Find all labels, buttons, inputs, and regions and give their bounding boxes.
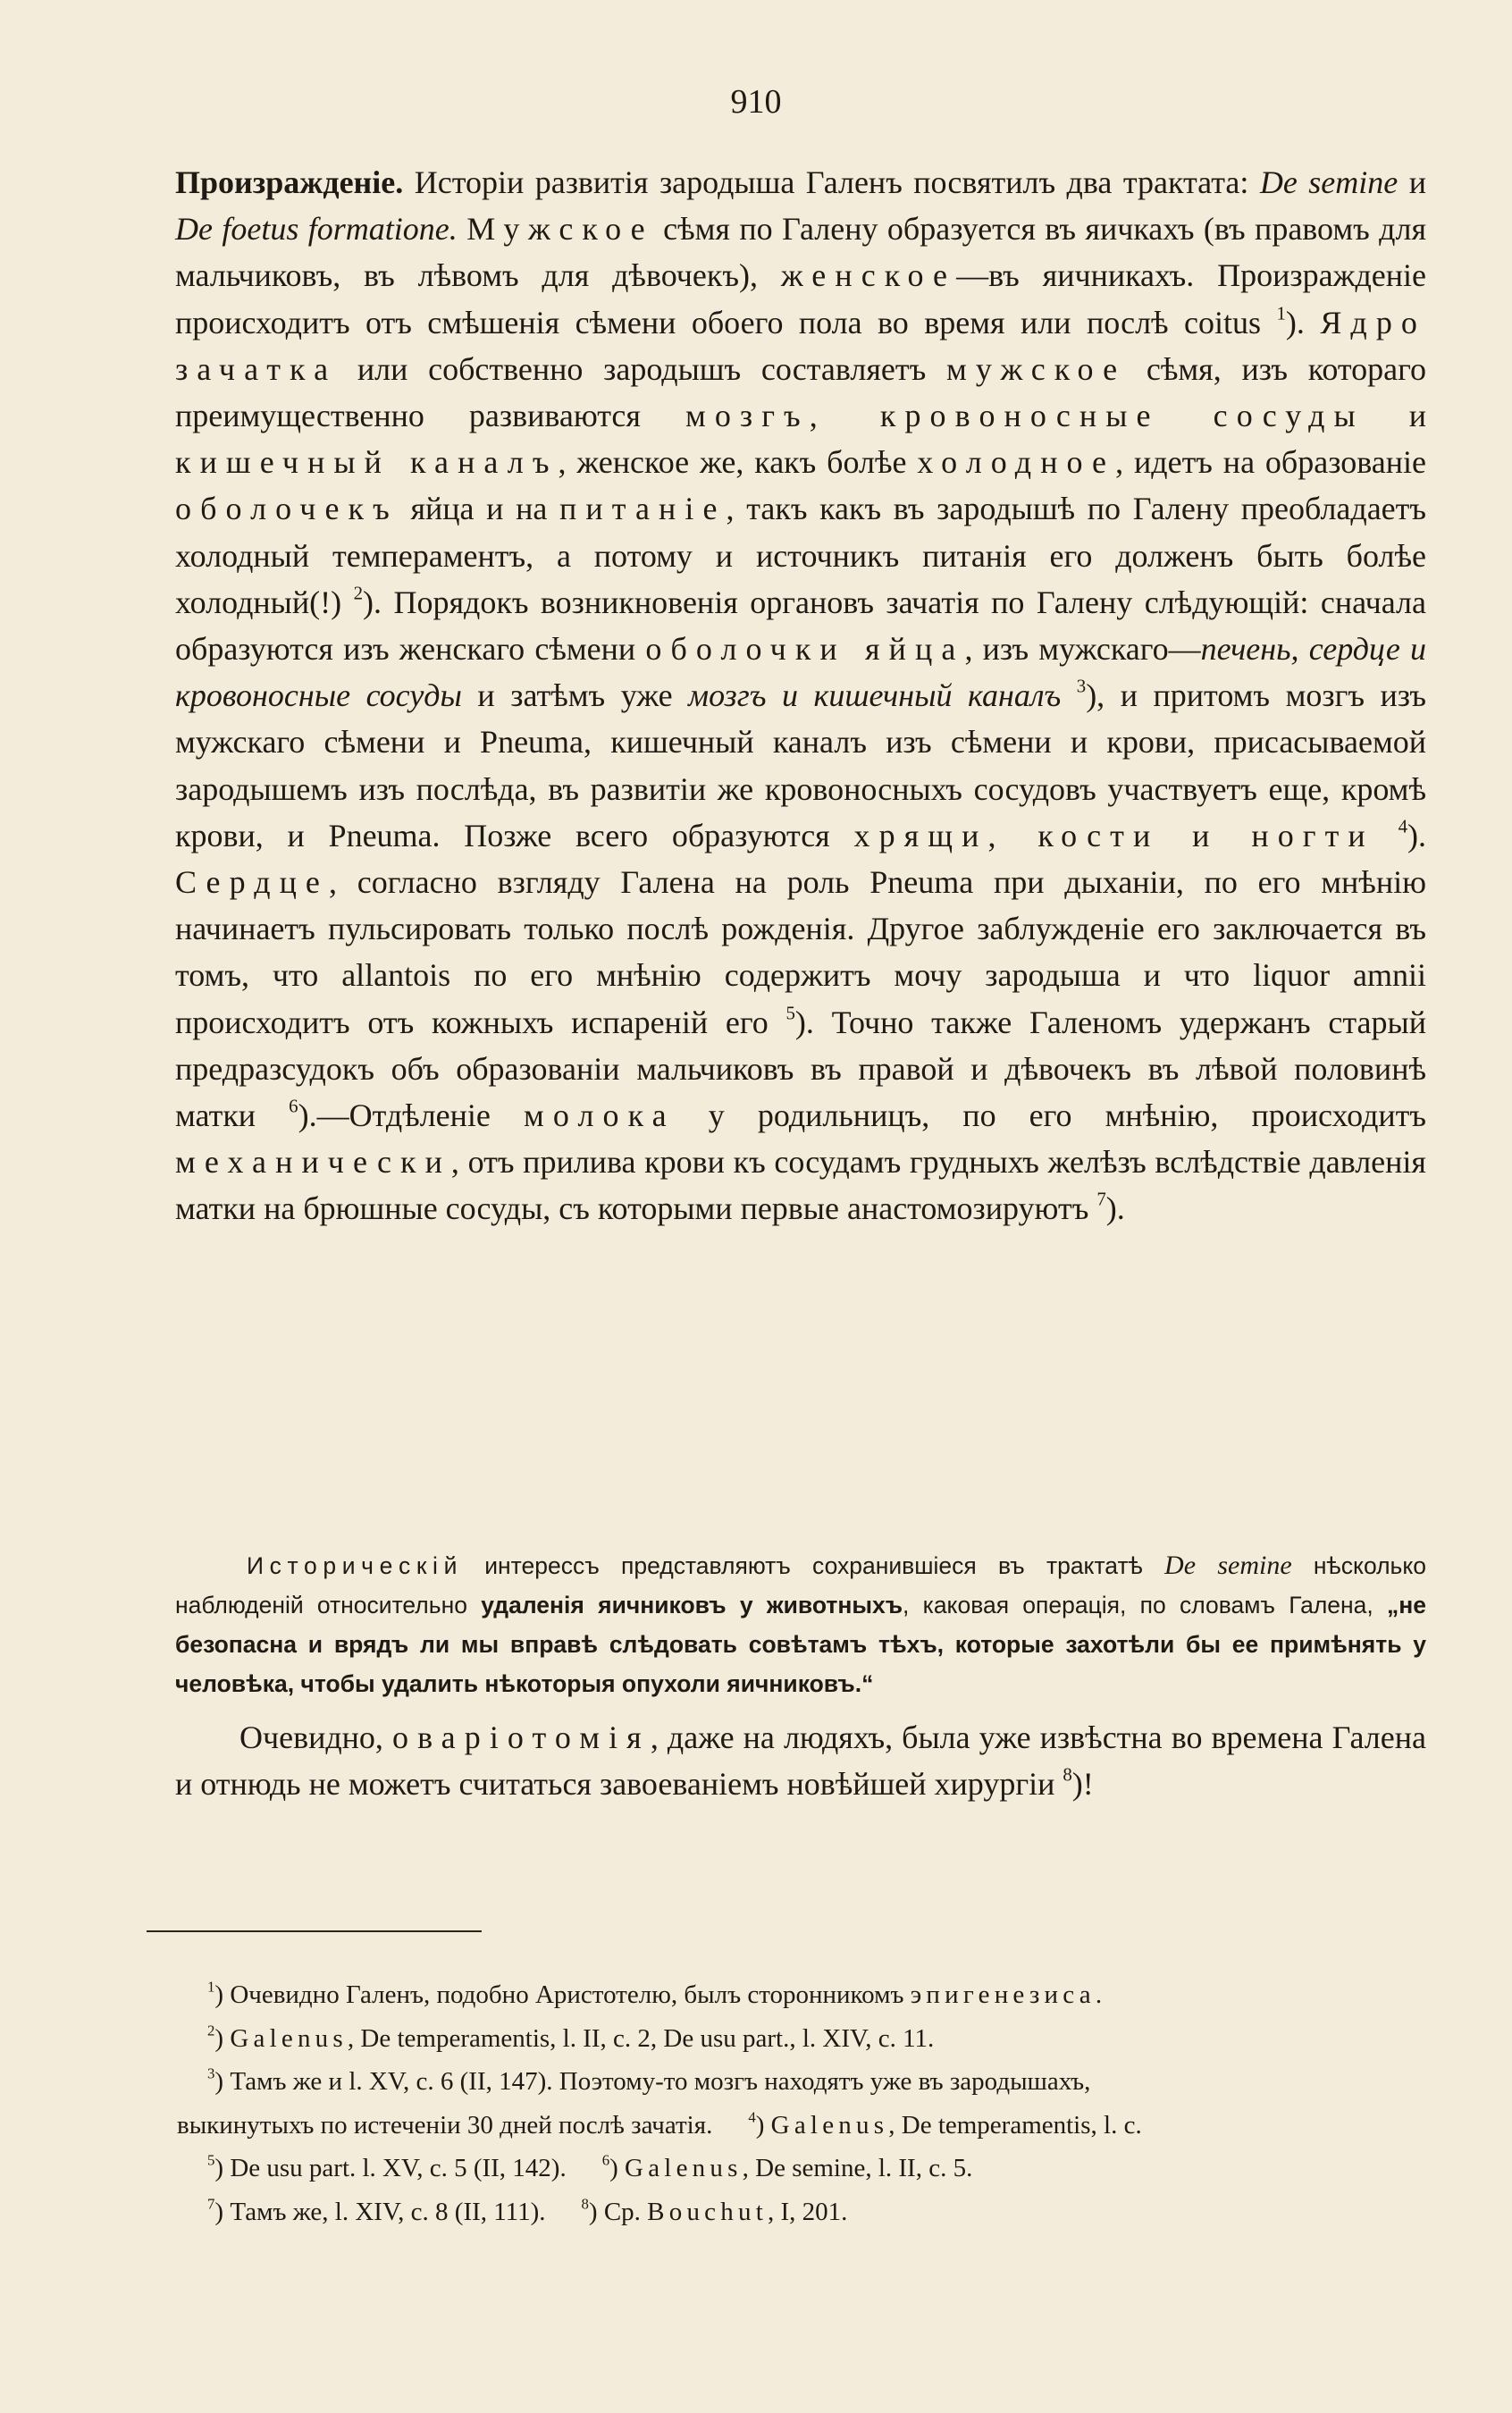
text-run: ). [1105,1190,1125,1227]
text-run: , изъ мужскаго— [964,631,1201,668]
section-lead: Произражденіе. [175,164,404,200]
work-title: De foetus formatione. [175,211,458,248]
footnote-number: 1 [207,1978,215,1996]
footnote-text: , De temperamentis, l. II, c. 2, De usu part., l. XIV, c. 11. [347,2023,935,2053]
text-run: Исторіи развитія зародыша Галенъ посвятилъ два трактата: [403,164,1260,200]
footnote-ref: 4 [1398,815,1407,837]
spaced-emphasis: мужское [945,350,1127,387]
spaced-emphasis: оболочекъ [175,491,399,527]
italic-emphasis: печень, сердце и кровоносные сосуды [175,631,1427,714]
bold-emphasis: удаленія яичниковъ у животныхъ [481,1592,903,1618]
spaced-emphasis: оболочки яйца [645,631,965,668]
footnote-ref: 8 [1063,1763,1072,1786]
text-run: нѣсколько наблюденій относительно [175,1552,1426,1618]
text-run: , даже на людяхъ, была уже извѣстна во времена Галена и отнюдь не можетъ считаться завоеваніемъ новѣйшей хирургіи [175,1719,1426,1803]
spaced-emphasis: эпигенезиса. [910,1980,1107,2009]
text-run: , женское же, какъ болѣе [558,444,918,481]
footnote-ref: 6 [289,1095,298,1117]
text-run: ).—Отдѣленіе [298,1097,524,1134]
footnote-number: 5 [207,2151,215,2169]
author-name: Galenus [770,2110,889,2140]
footnote-divider [147,1930,482,1932]
text-run: и затѣмъ уже [461,677,689,714]
text-run: и [1398,164,1426,200]
text-run: Очевидно, [239,1719,392,1755]
footnote-text: ) De usu part. l. XV, c. 5 (II, 142). [214,2154,567,2183]
footnote-text: , De semine, l. II, c. 5. [742,2154,973,2183]
text-run: и [1364,398,1426,434]
spaced-emphasis: мозгъ, кровоносные сосуды [685,398,1365,434]
small-print-note [175,1546,1426,1703]
italic-emphasis: мозгъ и кишечный каналъ [688,677,1062,714]
text-run: , отъ прилива крови къ сосудамъ грудныхъ желѣзъ вслѣдствіе давленія матки на брюшные сосуды, съ которыми первые анастомозируютъ [175,1144,1426,1227]
text-run: или собственно зародышъ составляетъ [337,350,946,387]
spaced-emphasis: женское [780,257,957,294]
footnote-text: выкинутыхъ по истеченіи 30 дней послѣ зачатія. [177,2110,713,2140]
spaced-emphasis: молока [524,1097,676,1134]
author-name: Galenus [625,2154,743,2183]
footnote-text: ) [214,2023,231,2053]
conclusion-paragraph [175,1714,1426,1807]
text-run [1374,818,1399,853]
footnotes [177,1973,1396,2234]
footnote-ref: 7 [1096,1188,1106,1210]
text-run [1061,677,1077,713]
spaced-emphasis: холодное [917,444,1116,481]
footnote-line [207,2190,1396,2234]
spaced-emphasis: оваріотомія [392,1719,651,1755]
text-run: у родильницъ, по его мнѣнію, происходитъ [675,1097,1427,1134]
footnote-number: 6 [601,2151,610,2169]
footnote-number: 3 [207,2064,215,2082]
footnote-ref: 2 [353,582,363,604]
footnote-line [207,2060,1396,2104]
footnote-number: 7 [207,2195,215,2213]
text-run: сѣмя по Галену образуется въ яичкахъ (въ правомъ для мальчиковъ, въ лѣвомъ для дѣвочекъ), [175,211,1427,294]
text-run: яйца и на [398,491,560,527]
spaced-emphasis: хрящи, кости и ногти [853,817,1374,853]
spaced-emphasis: питаніе [559,491,727,527]
spaced-emphasis: Сердце [175,864,329,901]
spaced-emphasis: Ядро зачатка [175,304,1426,387]
spaced-emphasis: механически [175,1144,451,1181]
footnote-number: 2 [207,2021,215,2039]
footnote-text: , I, 201. [767,2197,848,2226]
footnote-text: ) Ср. [588,2197,648,2226]
footnote-ref: 5 [785,1002,795,1023]
footnote-text: ) Тамъ же и l. XV, c. 6 (II, 147). Поэтому-то мозгъ находятъ уже въ зародышахъ, [214,2067,1091,2097]
footnote-text: , De temperamentis, l. c. [888,2110,1142,2140]
text-run: ). Точно также Галеномъ удержанъ старый предразсудокъ объ образованіи мальчиковъ въ правой и дѣвочекъ въ лѣвой половинѣ матки [175,1004,1426,1134]
text-run: ), и притомъ мозгъ изъ мужскаго сѣмени и Pneuma, кишечный каналъ изъ сѣмени и крови, присасываемой зародышемъ изъ послѣда, въ развитіи же кровоносныхъ сосудовъ участвуетъ еще, кромѣ крови, и Pneuma. Позже всего образуются [175,677,1426,853]
spaced-emphasis: кишечный каналъ [175,444,559,481]
footnote-ref: 3 [1076,675,1087,697]
text-run: )! [1071,1766,1094,1803]
footnote-line [207,1973,1396,2017]
text-run: интерессъ представляютъ сохранившіеся въ трактатѣ [463,1552,1165,1579]
text-run: —въ яичникахъ. Произражденіе происходитъ отъ смѣшенія сѣмени обоего пола во время или послѣ coitus [175,257,1426,341]
footnote-number: 8 [581,2195,589,2213]
page-number: 910 [730,83,782,121]
footnote-line [207,2147,1396,2190]
spaced-emphasis: Мужское [466,211,654,248]
footnote-number: 4 [748,2108,756,2126]
bold-quote: „не безопасна и врядъ ли мы вправѣ слѣдовать совѣтамъ тѣхъ, которые захотѣли бы ее примѣнять у человѣка, чтобы удалить нѣкоторыя опухоли яичниковъ.“ [175,1592,1426,1697]
work-title: De semine [1259,164,1399,200]
work-title: De semine [1164,1551,1292,1580]
footnote-ref: 1 [1276,301,1286,324]
footnote-text: ) Тамъ же, l. XIV, c. 8 (II, 111). [214,2197,546,2226]
author-name: Galenus [230,2023,348,2053]
footnote-text: ) Очевидно Галенъ, подобно Аристотелю, былъ сторонникомъ [214,1980,911,2009]
author-name: Bouchut [647,2197,768,2226]
text-run: , каковая операція, по словамъ Галена, [903,1592,1387,1618]
footnote-line [207,2017,1396,2061]
main-paragraph [175,159,1426,1232]
text-run: , согласно взгляду Галена на роль Pneuma при дыханіи, по его мнѣнію начинаетъ пульсировать только послѣ рожденія. Другое заблужденіе его заключается въ томъ, что allantois по его мнѣнію содержитъ мочу зародыша и что liquor amnii происходитъ отъ кожныхъ испареній его [175,864,1426,1040]
text-run: , идетъ на образованіе [1115,444,1426,481]
footnote-text: ) [609,2154,626,2183]
footnote-text: ) [755,2110,771,2140]
text-run: , такъ какъ въ зародышѣ по Галену преобладаетъ холодный темпераментъ, а потому и источникъ питанія его долженъ быть болѣе холодный(!) [175,491,1427,620]
text-run: ). Порядокъ возникновенія органовъ зачатія по Галену слѣдующій: сначала образуются изъ женскаго сѣмени [175,584,1426,668]
text-run: сѣмя, изъ котораго преимущественно развиваются [175,350,1426,434]
text-run: ). [1285,304,1321,341]
text-run: ). [1407,817,1426,853]
footnote-line [177,2104,1396,2148]
spaced-emphasis: Историческій [247,1552,463,1579]
